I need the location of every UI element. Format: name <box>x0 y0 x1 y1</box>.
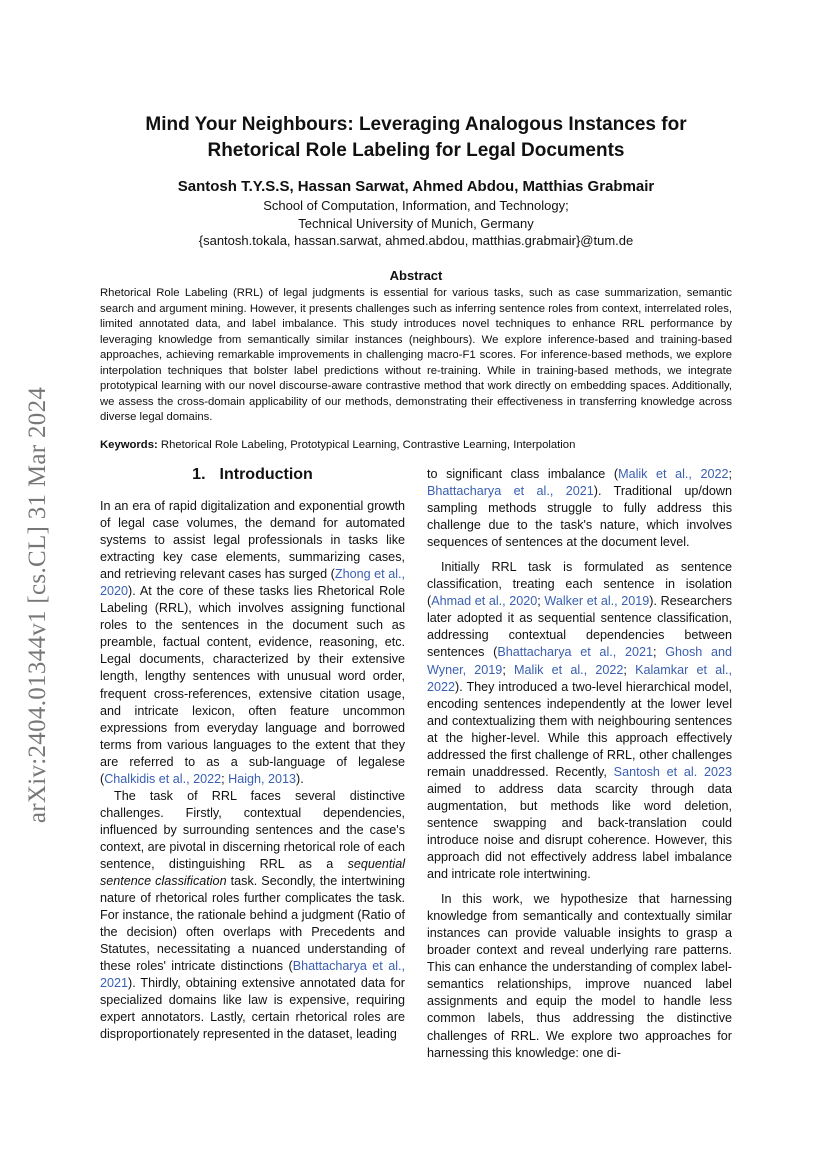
arxiv-sidebar-stamp <box>17 360 59 850</box>
citation-link[interactable]: Kalamkar et al., 2022 <box>427 662 733 694</box>
right-column <box>427 466 732 1062</box>
section-number: 1. <box>192 466 206 483</box>
paper-title <box>100 112 732 164</box>
title-line-1: Mind Your Neighbours: Leveraging Analogous Instances for <box>145 114 687 135</box>
citation-link[interactable]: Ghosh and Wyner, 2019 ; <box>427 645 732 676</box>
citation-link[interactable]: Walker et al., 2019 <box>544 594 650 609</box>
intro-paragraph-4: Initially RRL task is formulated as sentence classification, treating each sentence in isolation (Ahmad et al., 2020 ; Walker et al., 2019). Researchers later adopted it as sequential sentence classification, addressing contextual dependencies between sentences (Bhattacharya et al., 2021 ; Ghosh and Wyner, 2019 ; Malik et al., 2022 ; Kalamkar et al., 2022). They introduced a two-level hierarchical model, encoding sentences independently at the lower level and contextualizing them with neighbouring sentences at the higher-level. While this approach effectively addressed the first challenge of RRL, other challenges remain unaddressed. Recently, Santosh et al. 2023 aimed to address data scarcity through data augmentation, but methods like word deletion, sentence swapping and back-translation could introduce noise and disrupt coherence. However, this approach did not effectively address label imbalance and intricate role intertwining. <box>427 559 732 883</box>
citation-link[interactable]: Santosh et al. 2023 <box>613 764 732 779</box>
abstract-heading: Abstract <box>389 268 443 283</box>
author-list: Santosh T.Y.S.S, Hassan Sarwat, Ahmed Abdou, Matthias Grabmair <box>177 178 655 195</box>
title-line-2: Rhetorical Role Labeling for Legal Documents <box>207 140 625 161</box>
intro-paragraph-2: The task of RRL faces several distinctive challenges. Firstly, contextual dependencies, influenced by surrounding sentences and the case's context, are pivotal in discerning rhetorical role of each sentence, distinguishing RRL as a sequential sentence classification task. Secondly, the intertwining nature of rhetorical roles further complicates the task. For instance, the rationale behind a judgment (Ratio of the decision) often overlaps with Precedents and Statutes, necessitating a nuanced understanding of these roles' intricate distinctions (Bhattacharya et al., 2021). Thirdly, obtaining extensive annotated data for specialized domains like law is expensive, requiring expert annotators. Lastly, certain rhetorical roles are disproportionately represented in the dataset, leading <box>100 788 405 1042</box>
intro-paragraph-5: In this work, we hypothesize that harnessing knowledge from semantically and contextually similar instances can provide valuable insights to grasp a broader context and reveal underlying rare patterns. This can enhance the understanding of complex label-semantics relationships, improve nuanced label assignments and equip the model to handle less common labels, thus addressing the distinctive challenges of RRL. We explore two approaches for harnessing this knowledge: one di- <box>427 892 732 1060</box>
citation-link[interactable]: Ahmad et al., 2020 ; <box>431 594 544 608</box>
citation-link[interactable]: Bhattacharya et al., 2021 <box>100 959 405 991</box>
abstract-text: Rhetorical Role Labeling (RRL) of legal judgments is essential for various tasks, such as case summarization, semantic search and argument mining. However, it presents challenges such as inferring sentence roles from context, interrelated roles, limited annotated data, and label imbalance. This study introduces novel techniques to enhance RRL performance by leveraging knowledge from semantically similar instances (neighbours). We explore inference-based and training-based approaches, achieving remarkable improvements in challenging macro-F1 scores. For inference-based methods, we explore interpolation techniques that bolster label predictions without re-training. While in training-based methods, we integrate prototypical learning with our novel discourse-aware contrastive method that work directly on embedding spaces. Additionally, we assess the cross-domain applicability of our methods, demonstrating their effectiveness in transferring knowledge across diverse legal domains. <box>100 287 732 423</box>
citation-link[interactable]: Malik et al., 2022 ; <box>618 467 732 481</box>
affiliation <box>100 197 732 250</box>
citation-link[interactable]: Malik et al., 2022 ; <box>514 663 635 677</box>
citation-link[interactable]: Haigh, 2013 <box>228 771 297 786</box>
left-column <box>100 498 405 1044</box>
section-heading-introduction <box>100 466 405 484</box>
citation-link[interactable]: Chalkidis et al., 2022 ; <box>104 772 228 786</box>
emphasis-term: sequential sentence classification <box>100 856 405 889</box>
author-emails: {santosh.tokala, hassan.sarwat, ahmed.abdou, matthias.grabmair}@tum.de <box>198 233 634 248</box>
keywords-label: Keywords: <box>100 439 158 451</box>
arxiv-id: arXiv:2404.01344v1 [cs.CL] 31 Mar 2024 <box>24 386 51 824</box>
intro-paragraph-3: to significant class imbalance (Malik et al., 2022 ; Bhattacharya et al., 2021). Traditional up/down sampling methods struggle to fully address this challenge due to the task's nature, which involves sequences of sentences at the document level. <box>427 466 732 551</box>
citation-link[interactable]: Zhong et al., 2020 <box>100 567 406 599</box>
keywords <box>100 439 732 451</box>
affiliation-line-1: School of Computation, Information, and Technology; <box>263 198 569 213</box>
affiliation-line-2: Technical University of Munich, Germany <box>298 215 534 231</box>
citation-link[interactable]: Bhattacharya et al., 2021 <box>427 484 594 499</box>
intro-paragraph-1: In an era of rapid digitalization and exponential growth of legal case volumes, the demand for automated systems to assist legal professionals in tasks like extracting key case elements, summarizing cases, and retrieving relevant cases has surged (Zhong et al., 2020). At the core of these tasks lies Rhetorical Role Labeling (RRL), which involves assigning functional roles to the sentences in the document such as preamble, factual content, evidence, reasoning, etc. Legal documents, characterized by their extensive length, lengthy sentences with unusual word order, frequent cross-references, extensive citation usage, and intricate lexicon, often feature uncommon expressions from everyday language and borrowed terms from various languages to the extent that they are referred to as a sub-language of legalese (Chalkidis et al., 2022 ; Haigh, 2013). <box>100 498 405 788</box>
section-title: Introduction <box>219 466 313 483</box>
keywords-text: Rhetorical Role Labeling, Prototypical Learning, Contrastive Learning, Interpolation <box>160 439 576 451</box>
citation-link[interactable]: Bhattacharya et al., 2021 ; <box>497 645 665 659</box>
